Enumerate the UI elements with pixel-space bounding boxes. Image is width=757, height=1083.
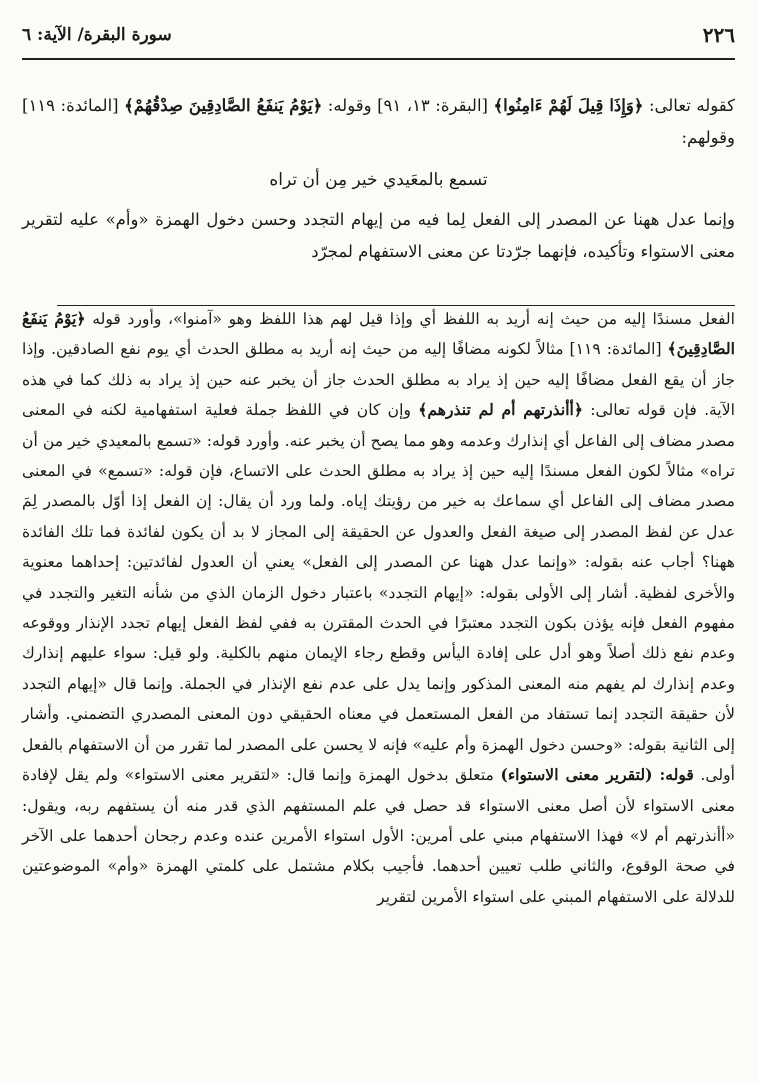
commentary-verse-2: ﴿أأنذرتهم أم لم تنذرهم﴾ (418, 400, 583, 420)
main-intro: كقوله تعالى: (643, 96, 735, 115)
commentary-part-1: الفعل مسندًا إليه من حيث إنه أريد به اللفظ أي وإذا قيل لهم هذا اللفظ وهو «آمنوا»، وأورد قوله (85, 310, 735, 328)
main-paragraph-2: وإنما عدل ههنا عن المصدر إلى الفعل لِما فيه من إيهام التجدد وحسن دخول الهمزة «وأم» عليه لتقرير معنى الاستواء وتأكيده، فإنهما جرّدتا عن معنى الاستفهام لمجرّد (22, 210, 735, 261)
commentary-paragraph (22, 304, 735, 912)
verse-reference-1: [البقرة: ١٣، ٩١] وقوله: (322, 96, 494, 115)
commentary-bold-heading: قوله: (لتقرير معنى الاستواء) (500, 765, 694, 785)
page-header (22, 12, 735, 60)
main-text (22, 90, 735, 268)
quran-verse-1: ﴿وَإِذَا قِيلَ لَهُمْ ءَامِنُوا﴾ (493, 96, 644, 115)
poem-line: تسمع بالمعَيدي خير مِن أن تراه (269, 170, 488, 190)
quran-verse-2: ﴿يَوْمُ يَنفَعُ الصَّادِقِينَ صِدْقُهُمْ﴾ (124, 96, 323, 115)
commentary-part-4: متعلق بدخول الهمزة وإنما قال: «لتقرير معنى الاستواء» ولم يقل لإفادة معنى الاستواء لأن أصل معنى الاستواء قد حصل في علم المستفهم الذي قدر منه أن يستفهم ربه، ويقول: «أأنذرتهم أم لا» فهذا الاستفهام مبني على أمرين: الأول استواء الأمرين عنده وعدم رجحان أحدهما على الآخر في صحة الوقوع، والثاني طلب تعيين أحدهما. فأجيب بكلام مشتمل على كلمتي الهمزة «وأم» الموضوعتين للدلالة على الاستفهام المبني على استواء الأمرين لتقرير (22, 766, 735, 906)
running-title: سورة البقرة/ الآية: ٦ (22, 25, 172, 45)
page (22, 12, 735, 1072)
page-number: ٢٢٦ (702, 23, 735, 47)
verse-reference-2: [المائدة: ١١٩] وقولهم: (22, 96, 735, 147)
commentary-part-2: [المائدة: ١١٩] مثالاً لكونه مضافًا إليه من حيث إنه أريد به مطلق الحدث أي يوم نفع الصادقين. وإذا جاز أن يقع الفعل مضافًا إليه حين إذ يراد به مطلق الحدث جاز أن يخبر عنه حين إذ يراد به ذلك كما في هذه الآية. فإن قوله تعالى: (22, 340, 735, 420)
commentary-verse-1: ﴿يَوْمُ يَنفَعُ الصَّادِقِينَ﴾ (22, 309, 735, 359)
commentary-text (22, 304, 735, 912)
commentary-part-3: وإن كان في اللفظ جملة فعلية استفهامية لكنه في المعنى مصدر مضاف إلى الفاعل أي إنذارك وعدمه وهو مما يصح أن يخبر عنه. وأورد قوله: «تسمع بالمعيدي خير من أن تراه» مثالاً لكون الفعل مسندًا إليه حين إذ يراد به مطلق الحدث على الاتساع، فإن قوله: «تسمع» في المعنى مصدر مضاف إلى الفاعل أي سماعك به خير من رؤيتك إياه. ولما ورد أن يقال: إن الفعل إذا أوّل بالمصدر لِمَ عدل عن لفظ المصدر إلى صيغة الفعل والعدول عن الحقيقة إلى المجاز لا بد أن يكون لفائدة فما تلك الفائدة ههنا؟ أجاب عنه بقوله: «وإنما عدل ههنا عن المصدر إلى الفعل» يعني أن العدول لفائدتين: إحداهما معنوية والأخرى لفظية. أشار إلى الأولى بقوله: «إيهام التجدد» باعتبار دخول الزمان الذي من شأنه التغير والتجدد في مفهوم الفعل فإنه يؤذن بكون التجدد معتبرًا في الحدث المقترن به ففي لفظ الفعل إيهام تجدد الإنذار ووقوعه وعدم نفع ذلك أصلاً وهو أدل على إفادة اليأس وقطع رجاء الإيمان منهم بالكلية. ولو قيل: سواء عليهم إنذارك وعدم إنذارك لم يفهم منه المعنى المذكور وإنما يدل على عدم نفع الإنذار في الجملة. وإنما قال «إيهام التجدد لأن حقيقة التجدد إنما تستفاد من الفعل المستعمل في معناه الحقيقي دون المعنى المصدري التضمني. وأشار إلى الثانية بقوله: «وحسن دخول الهمزة وأم عليه» فإنه لا يحسن على المصدر لما تقرر من أن الاستفهام بالفعل أولى. (22, 401, 735, 785)
main-paragraph-1 (22, 90, 735, 154)
